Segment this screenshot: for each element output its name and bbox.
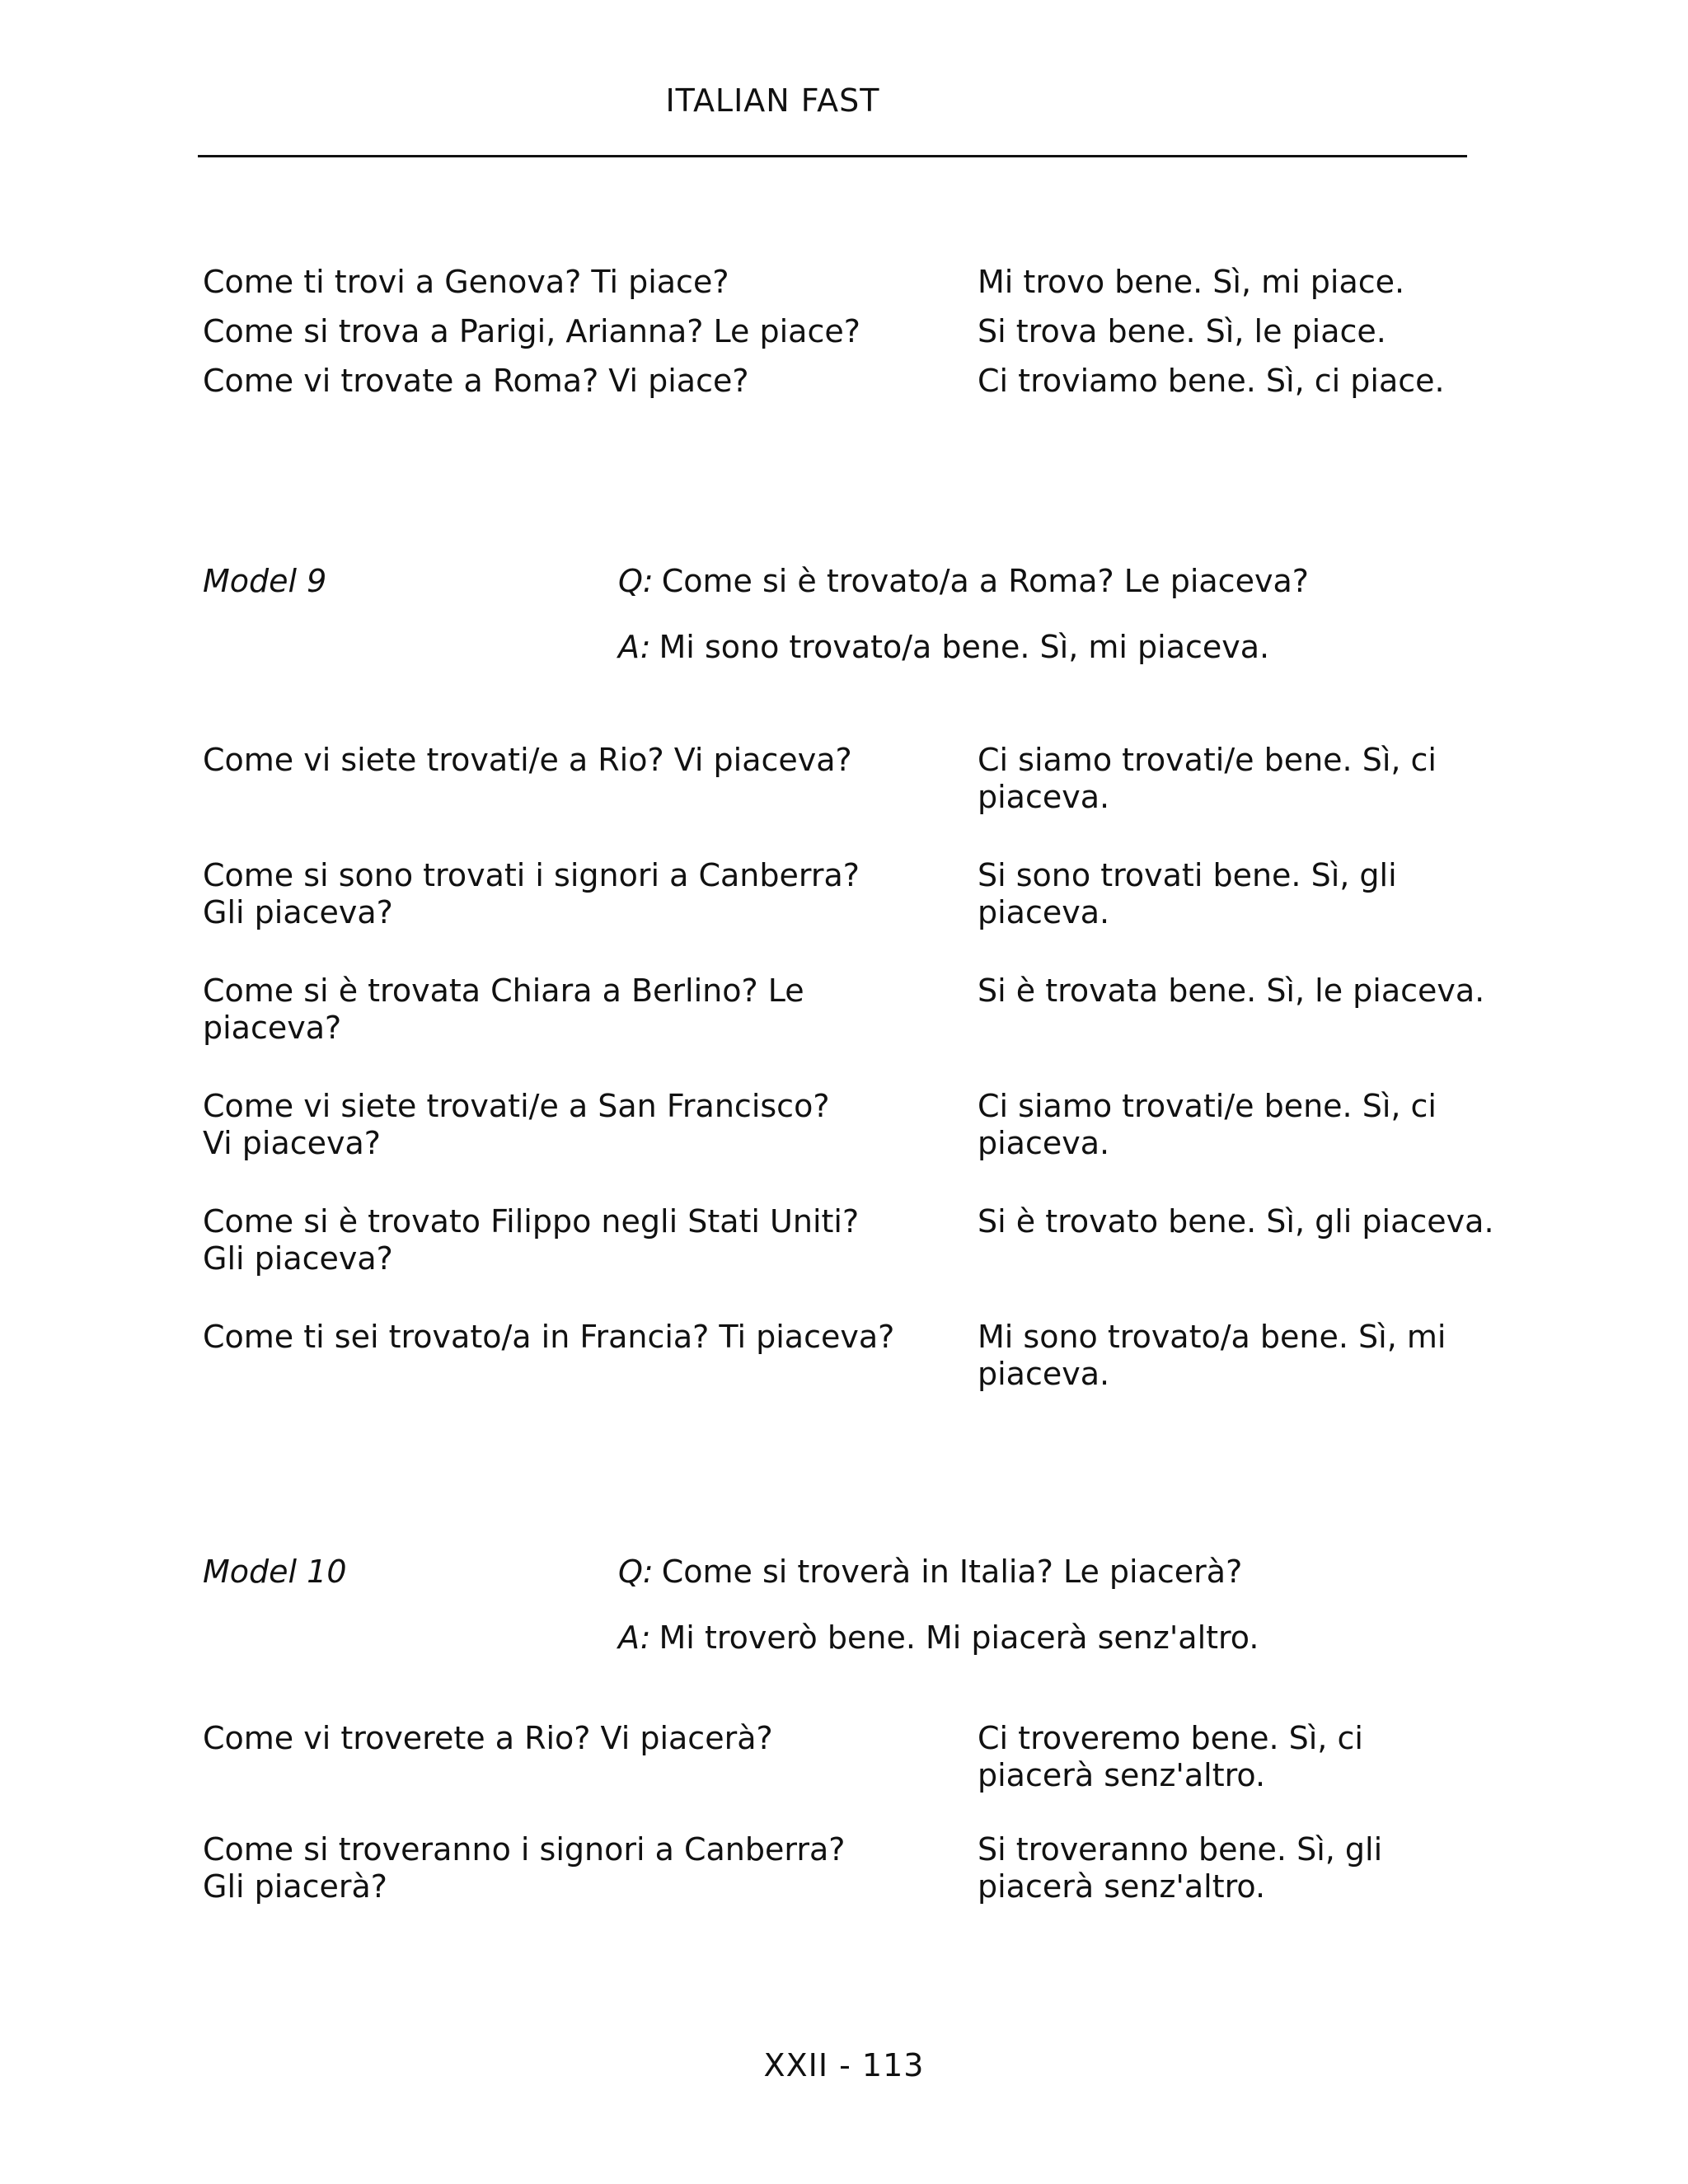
model-question-text: Come si troverà in Italia? Le piacerà? <box>661 1554 1243 1590</box>
drill-question: Come si è trovato Filippo negli Stati Uniti? Gli piaceva? <box>203 1203 860 1277</box>
drill-answer: Ci siamo trovati/e bene. Sì, ci piaceva. <box>978 1088 1437 1161</box>
drill-answer: Si trova bene. Sì, le piace. <box>978 313 1386 349</box>
drill-answer: Ci troveremo bene. Sì, ci piacerà senz'altro. <box>978 1720 1363 1793</box>
drill-question: Come vi troverete a Rio? Vi piacerà? <box>203 1720 773 1756</box>
drill-question: Come si è trovata Chiara a Berlino? Le piaceva? <box>203 972 804 1046</box>
drill-question: Come si sono trovati i signori a Canberra? Gli piaceva? <box>203 857 860 930</box>
model-label: Model 9 <box>203 563 327 599</box>
question-prefix: Q: <box>618 1554 654 1590</box>
page-header-title: ITALIAN FAST <box>665 82 880 119</box>
answer-prefix: A: <box>618 629 651 665</box>
drill-answer: Ci siamo trovati/e bene. Sì, ci piaceva. <box>978 742 1437 815</box>
model-question <box>618 1554 1242 1591</box>
model-answer-text: Mi sono trovato/a bene. Sì, mi piaceva. <box>659 629 1270 665</box>
model-answer <box>618 629 1269 666</box>
model-answer <box>618 1619 1259 1657</box>
model-answer-text: Mi troverò bene. Mi piacerà senz'altro. <box>659 1619 1259 1656</box>
drill-question: Come ti trovi a Genova? Ti piace? <box>203 264 729 300</box>
model-label: Model 10 <box>203 1554 347 1590</box>
drill-answer: Si troveranno bene. Sì, gli piacerà senz'altro. <box>978 1831 1383 1905</box>
header-divider <box>198 155 1467 157</box>
question-prefix: Q: <box>618 563 654 599</box>
drill-question: Come ti sei trovato/a in Francia? Ti piaceva? <box>203 1319 895 1355</box>
drill-answer: Si è trovata bene. Sì, le piaceva. <box>978 972 1485 1009</box>
drill-answer: Mi sono trovato/a bene. Sì, mi piaceva. <box>978 1319 1447 1392</box>
answer-prefix: A: <box>618 1619 651 1656</box>
model-question-text: Come si è trovato/a a Roma? Le piaceva? <box>661 563 1309 599</box>
page-number: XXII - 113 <box>763 2047 925 2083</box>
drill-question: Come vi siete trovati/e a San Francisco? Vi piaceva? <box>203 1088 830 1161</box>
drill-question: Come si troveranno i signori a Canberra? Gli piacerà? <box>203 1831 846 1905</box>
drill-answer: Ci troviamo bene. Sì, ci piace. <box>978 363 1445 399</box>
drill-answer: Mi trovo bene. Sì, mi piace. <box>978 264 1405 300</box>
drill-question: Come si trova a Parigi, Arianna? Le piace? <box>203 313 860 349</box>
drill-answer: Si è trovato bene. Sì, gli piaceva. <box>978 1203 1494 1240</box>
drill-answer: Si sono trovati bene. Sì, gli piaceva. <box>978 857 1397 930</box>
drill-question: Come vi trovate a Roma? Vi piace? <box>203 363 749 399</box>
model-question <box>618 563 1309 600</box>
drill-question: Come vi siete trovati/e a Rio? Vi piaceva? <box>203 742 852 778</box>
